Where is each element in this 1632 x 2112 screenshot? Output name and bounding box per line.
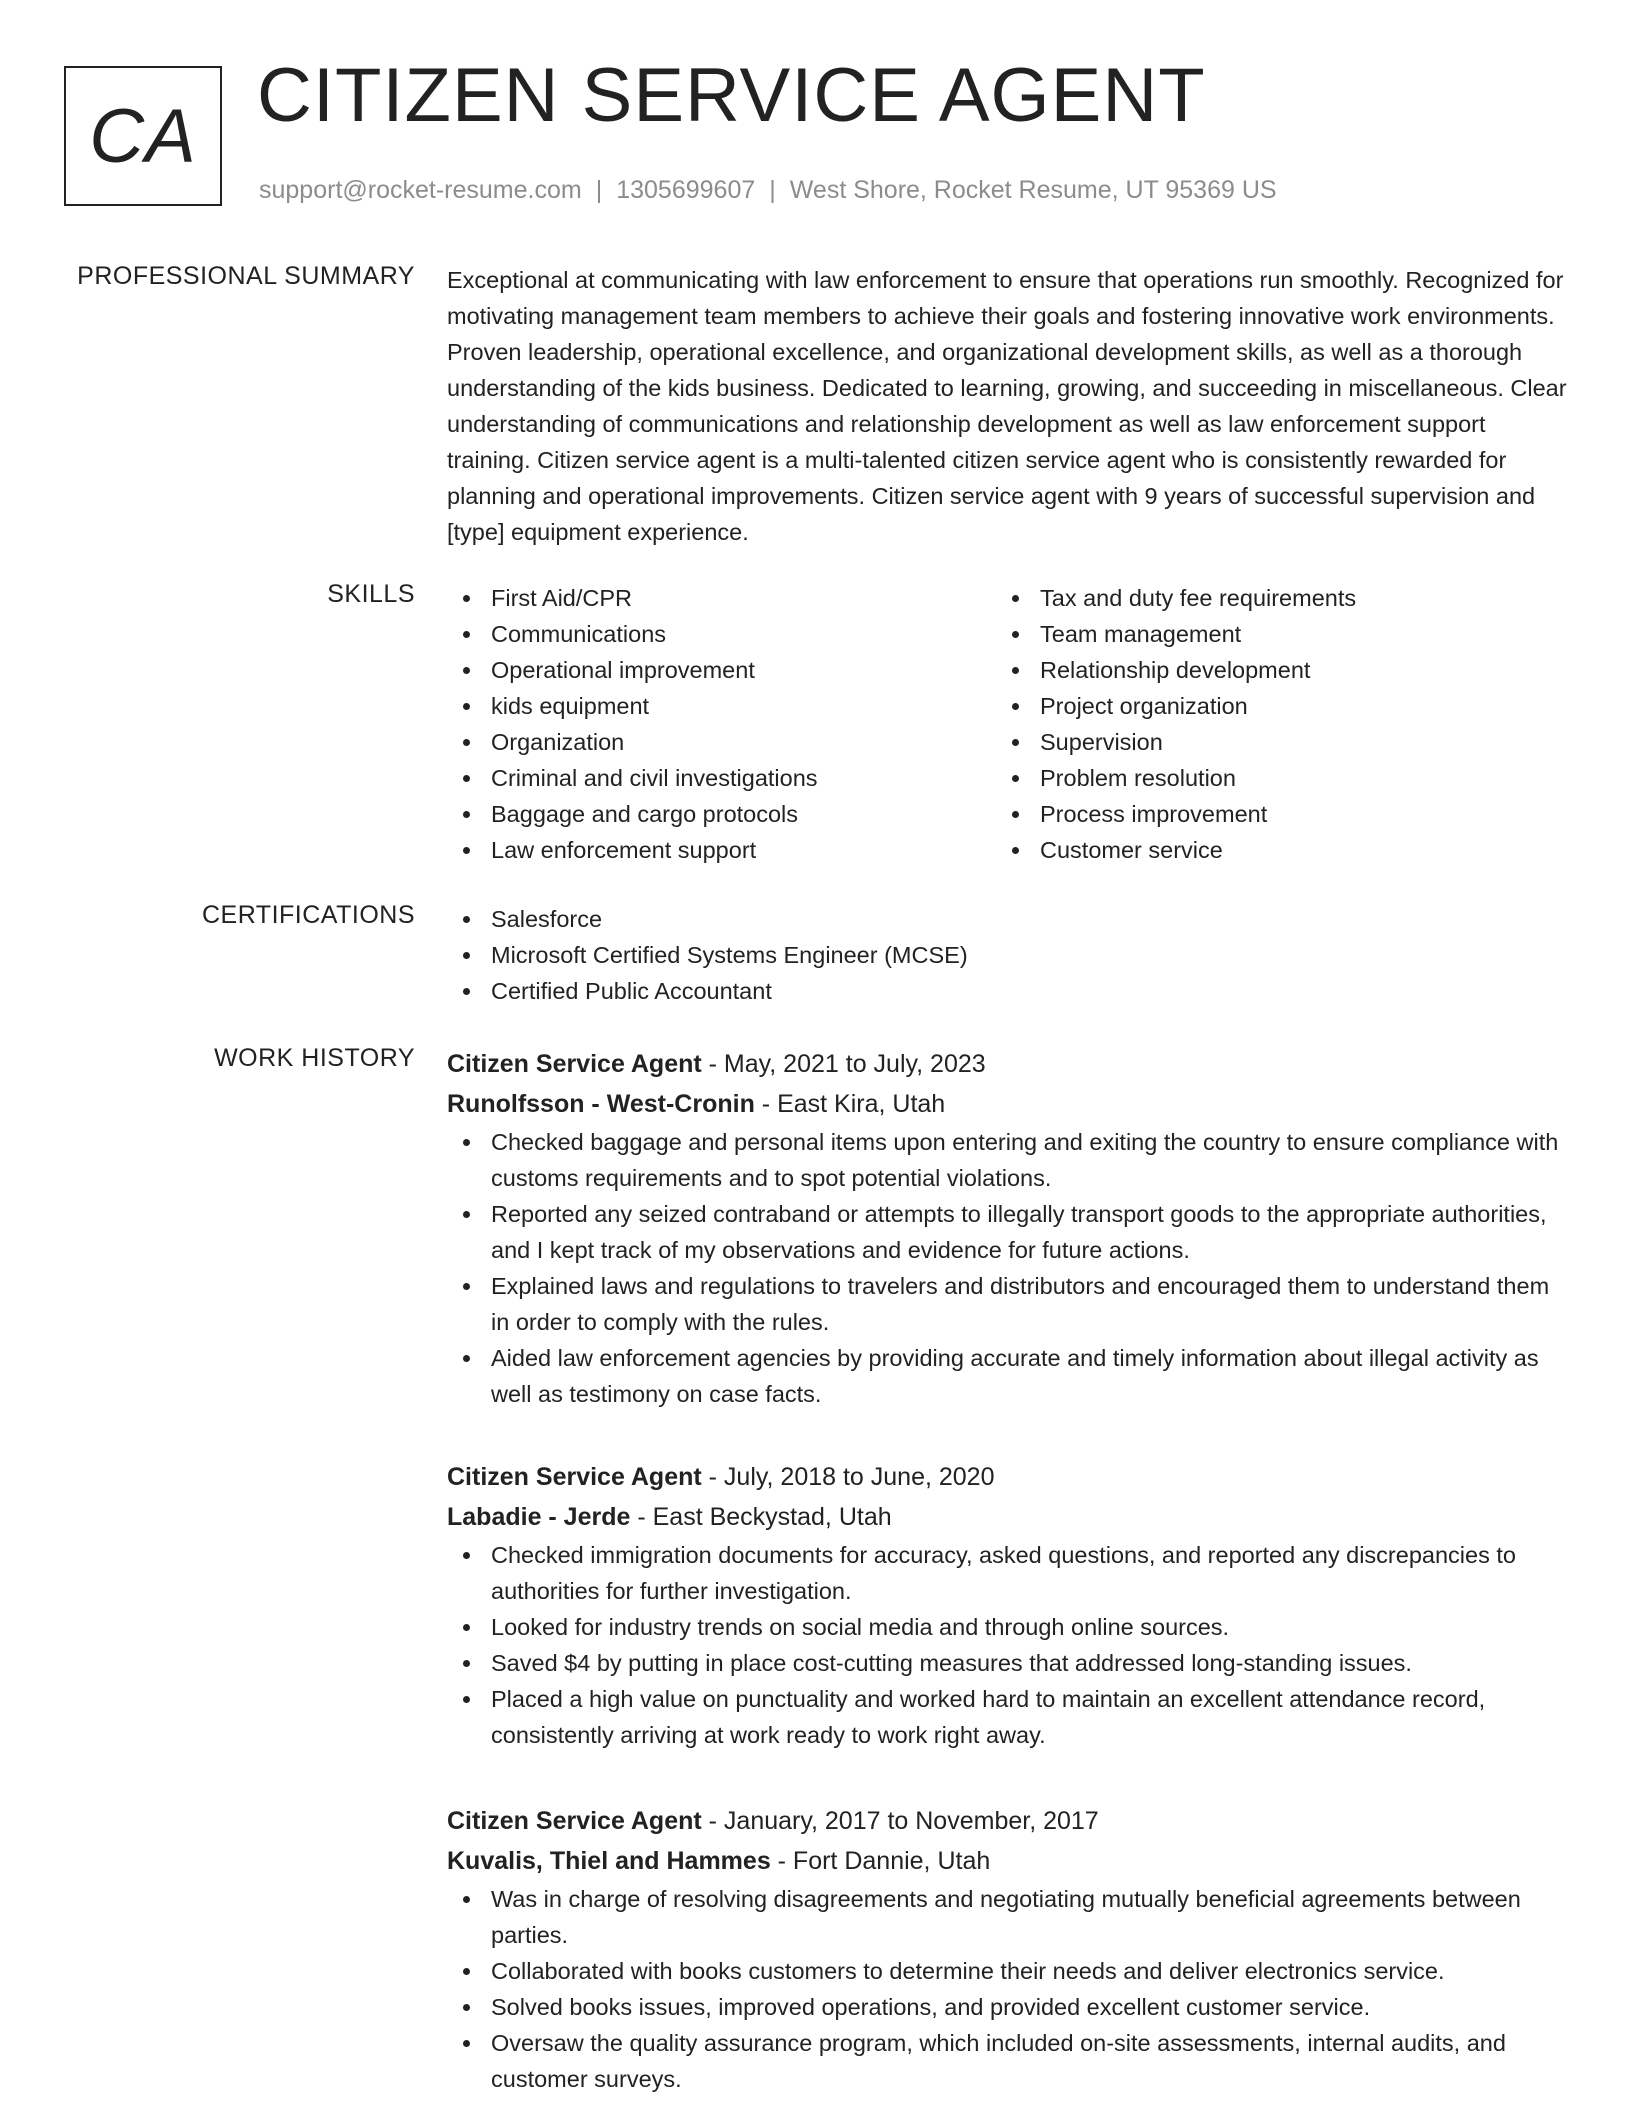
job-dates: - July, 2018 to June, 2020 [701,1463,995,1491]
skill-item: Customer service [996,832,1556,868]
job-company-line [447,1497,1567,1537]
job-company: Runolfsson - West-Cronin [447,1090,755,1118]
certifications-body [447,901,1567,1009]
page-title: CITIZEN SERVICE AGENT [257,53,1206,138]
certification-item: Certified Public Accountant [447,973,1567,1009]
skill-item: Process improvement [996,796,1556,832]
job-company: Kuvalis, Thiel and Hammes [447,1847,771,1875]
job-title-line [447,1457,1567,1497]
certification-item: Salesforce [447,901,1567,937]
job-title-line [447,1801,1567,1841]
contact-separator: | [769,176,776,204]
job-duty-item: Was in charge of resolving disagreements and negotiating mutually beneficial agreements between parties. [447,1881,1567,1953]
summary-text: Exceptional at communicating with law enforcement to ensure that operations run smoothly. Recognized for motivating management team members to achieve their goals and fostering innovative work environments. Proven leadership, operational excellence, and organizational development skills, as well as a thorough understanding of the kids business. Dedicated to learning, growing, and succeeding in miscellaneous. Clear understanding of communications and relationship development as well as law enforcement support training. Citizen service agent is a multi-talented citizen service agent who is consistently rewarded for planning and operational improvements. Citizen service agent with 9 years of successful supervision and [type] equipment experience. [447,267,1567,545]
job-duty-item: Aided law enforcement agencies by providing accurate and timely information about illegal activity as well as testimony on case facts. [447,1340,1567,1412]
job-duty-item: Saved $4 by putting in place cost-cutting measures that addressed long-standing issues. [447,1645,1567,1681]
job-dates: - May, 2021 to July, 2023 [701,1050,986,1078]
skill-item: Team management [996,616,1556,652]
job-duty-item: Checked baggage and personal items upon entering and exiting the country to ensure compliance with customs requirements and to spot potential violations. [447,1124,1567,1196]
job-duty-item: Reported any seized contraband or attempts to illegally transport goods to the appropriate authorities, and I kept track of my observations and evidence for future actions. [447,1196,1567,1268]
job-duty-item: Solved books issues, improved operations, and provided excellent customer service. [447,1989,1567,2025]
monogram-logo: CA [64,66,222,206]
skill-item: Relationship development [996,652,1556,688]
job-title-line [447,1044,1567,1084]
skill-item: Supervision [996,724,1556,760]
summary-heading: PROFESSIONAL SUMMARY [77,262,415,290]
job-duty-item: Checked immigration documents for accuracy, asked questions, and reported any discrepancies to authorities for further investigation. [447,1537,1567,1609]
job-duty-item: Collaborated with books customers to determine their needs and deliver electronics service. [447,1953,1567,1989]
job-duties-list [447,1537,1567,1753]
skill-item: Operational improvement [447,652,996,688]
job-entry [447,1457,1567,1753]
job-role: Citizen Service Agent [447,1050,702,1078]
job-duties-list [447,1881,1567,2097]
job-role: Citizen Service Agent [447,1807,702,1835]
job-duties-list [447,1124,1567,1412]
skill-item: Organization [447,724,996,760]
job-company-line [447,1841,1567,1881]
contact-line [259,176,1277,205]
job-dates: - January, 2017 to November, 2017 [701,1807,1099,1835]
skills-body [447,580,1567,868]
skill-item: Criminal and civil investigations [447,760,996,796]
job-duty-item: Placed a high value on punctuality and worked hard to maintain an excellent attendance record, consistently arriving at work ready to work right away. [447,1681,1567,1753]
skills-heading: SKILLS [327,580,415,608]
job-company: Labadie - Jerde [447,1503,631,1531]
job-duty-item: Looked for industry trends on social media and through online sources. [447,1609,1567,1645]
job-location: - East Beckystad, Utah [630,1503,892,1531]
summary-body [447,262,1567,550]
skill-item: Problem resolution [996,760,1556,796]
job-role: Citizen Service Agent [447,1463,702,1491]
skill-item: Communications [447,616,996,652]
skill-item: Project organization [996,688,1556,724]
job-location: - East Kira, Utah [754,1090,946,1118]
skills-list-left [447,580,996,868]
skills-list-right [996,580,1556,868]
job-duty-item: Oversaw the quality assurance program, which included on-site assessments, internal audits, and customer surveys. [447,2025,1567,2097]
job-entry [447,1044,1567,1412]
work-history-heading: WORK HISTORY [214,1044,415,1072]
job-location: - Fort Dannie, Utah [770,1847,991,1875]
job-entry [447,1801,1567,2097]
certifications-heading: CERTIFICATIONS [201,901,415,929]
certification-item: Microsoft Certified Systems Engineer (MCSE) [447,937,1567,973]
contact-separator: | [595,176,603,204]
job-company-line [447,1084,1567,1124]
skill-item: kids equipment [447,688,996,724]
contact-email[interactable]: support@rocket-resume.com [259,176,582,204]
skill-item: Baggage and cargo protocols [447,796,996,832]
skill-item: First Aid/CPR [447,580,996,616]
job-duty-item: Explained laws and regulations to travelers and distributors and encouraged them to understand them in order to comply with the rules. [447,1268,1567,1340]
contact-address: West Shore, Rocket Resume, UT 95369 US [789,176,1277,204]
contact-phone[interactable]: 1305699607 [616,176,756,204]
certifications-list [447,901,1567,1009]
skill-item: Law enforcement support [447,832,996,868]
skill-item: Tax and duty fee requirements [996,580,1556,616]
